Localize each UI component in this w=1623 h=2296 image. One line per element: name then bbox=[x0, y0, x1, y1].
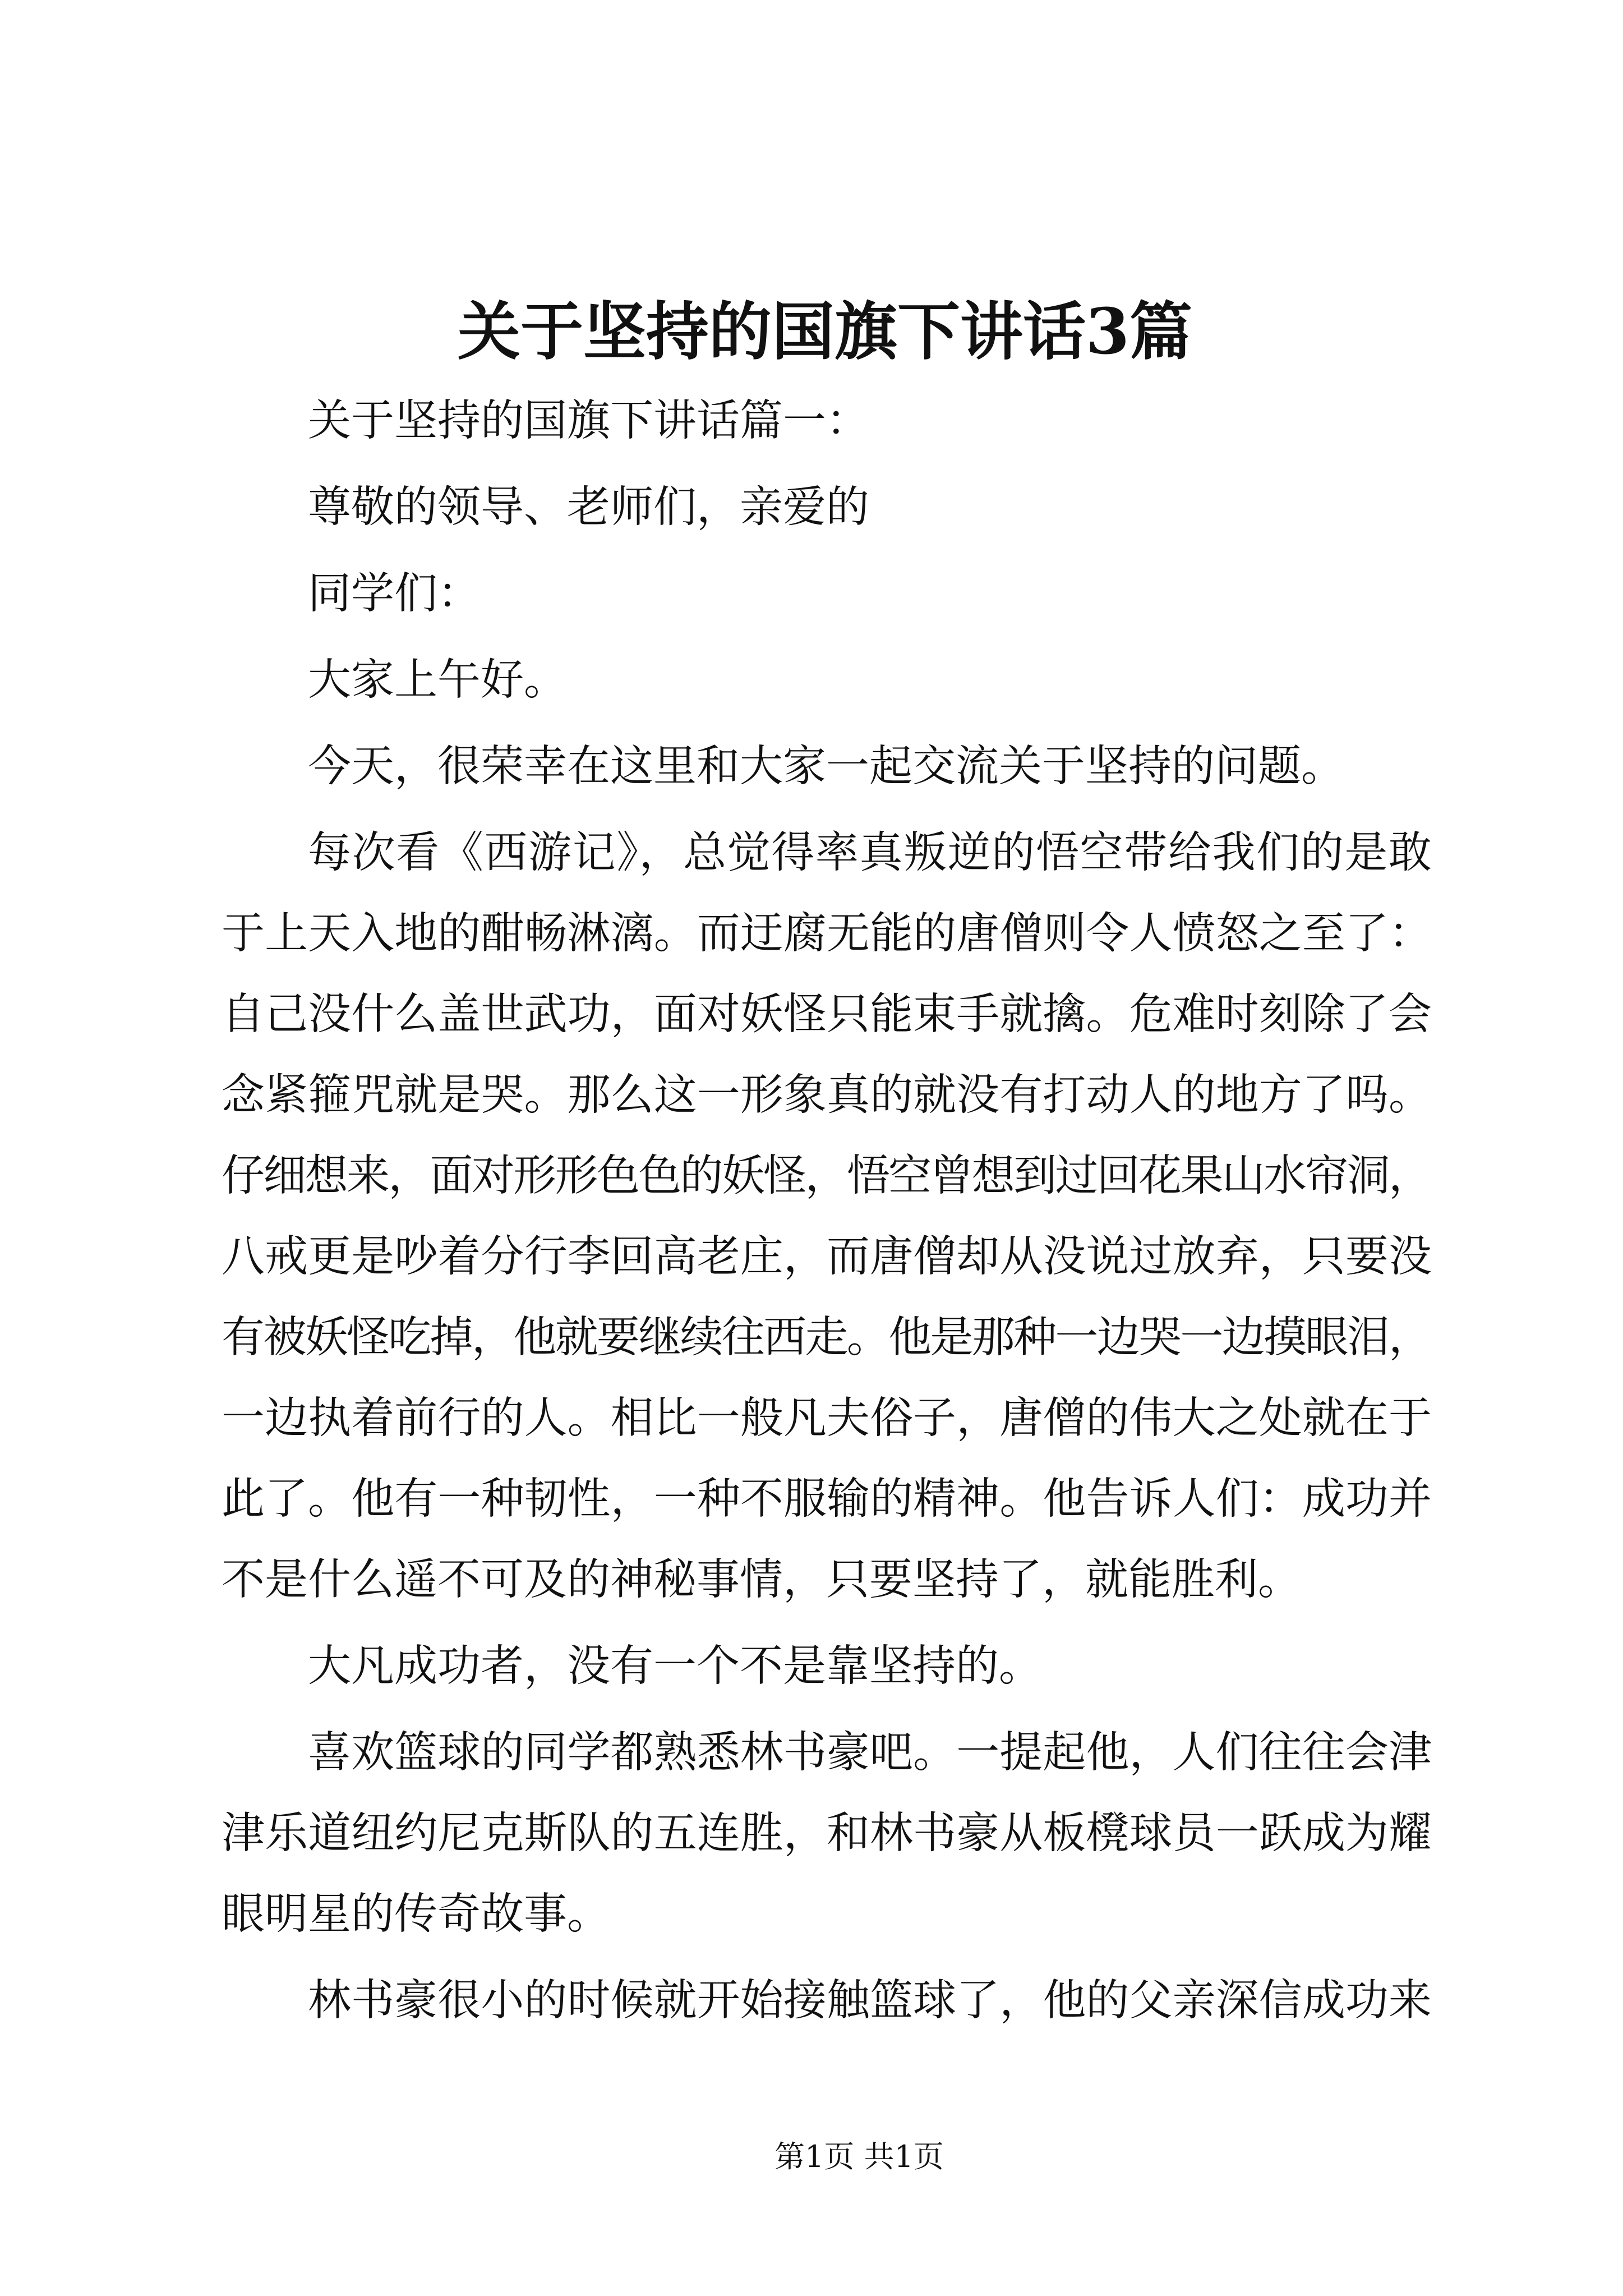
line-text: 眼明星的传奇故事。 bbox=[222, 1889, 610, 1939]
paragraph-line bbox=[222, 1626, 1432, 1707]
line-text: 不是什么遥不可及的神秘事情，只要坚持了，就能胜利。 bbox=[222, 1555, 1301, 1605]
paragraph-line bbox=[222, 974, 1432, 1055]
line-text: 尊敬的领导、老师们，亲爱的 bbox=[308, 482, 869, 532]
line-text: 同学们： bbox=[308, 569, 481, 619]
line-text: 今天，很荣幸在这里和大家一起交流关于坚持的问题。 bbox=[308, 742, 1344, 792]
paragraph bbox=[222, 1626, 1432, 1707]
document-title: 关于坚持的国旗下讲话3篇 bbox=[458, 295, 1192, 369]
paragraph-line bbox=[222, 1217, 1432, 1297]
paragraph bbox=[222, 813, 1432, 1621]
page-footer: 第1页 共1页 bbox=[774, 2139, 944, 2174]
line-text: 林书豪很小的时候就开始接触篮球了，他的父亲深信成功来 bbox=[308, 1976, 1432, 2026]
paragraph bbox=[222, 1961, 1432, 2041]
line-text: 一边执着前行的人。相比一般凡夫俗子，唐僧的伟大之处就在于 bbox=[222, 1393, 1432, 1443]
line-text: 仔细想来，面对形形色色的妖怪，悟空曾想到过回花果山水帘洞， bbox=[222, 1151, 1431, 1201]
line-text: 自己没什么盖世武功，面对妖怪只能束手就擒。危难时刻除了会 bbox=[222, 990, 1432, 1039]
line-text: 大家上午好。 bbox=[308, 655, 567, 705]
paragraph-line bbox=[222, 726, 1432, 807]
line-text: 此了。他有一种韧性，一种不服输的精神。他告诉人们：成功并 bbox=[222, 1474, 1432, 1524]
line-text: 于上天入地的酣畅淋漓。而迂腐无能的唐僧则令人愤怒之至了： bbox=[222, 909, 1432, 959]
line-text: 念紧箍咒就是哭。那么这一形象真的就没有打动人的地方了吗。 bbox=[222, 1070, 1432, 1120]
paragraph-line bbox=[222, 894, 1432, 974]
paragraph-line bbox=[222, 467, 1432, 548]
paragraph-line bbox=[222, 1459, 1432, 1540]
document-body bbox=[222, 381, 1432, 2047]
paragraph-line bbox=[222, 1874, 1432, 1955]
paragraph-line bbox=[222, 1961, 1432, 2041]
paragraph-line bbox=[222, 813, 1432, 894]
paragraph-line bbox=[222, 1297, 1432, 1378]
line-text: 八戒更是吵着分行李回高老庄，而唐僧却从没说过放弃，只要没 bbox=[222, 1232, 1432, 1282]
paragraph-line bbox=[222, 554, 1432, 634]
line-text: 有被妖怪吃掉，他就要继续往西走。他是那种一边哭一边摸眼泪， bbox=[222, 1313, 1431, 1363]
line-text: 津乐道纽约尼克斯队的五连胜，和林书豪从板櫈球员一跃成为耀 bbox=[222, 1809, 1432, 1858]
paragraph bbox=[222, 554, 1432, 634]
paragraph bbox=[222, 1713, 1432, 1955]
paragraph-line bbox=[222, 1136, 1432, 1217]
paragraph bbox=[222, 381, 1432, 462]
paragraph-line bbox=[222, 1378, 1432, 1459]
line-text: 关于坚持的国旗下讲话篇一： bbox=[308, 396, 869, 446]
paragraph-line bbox=[222, 381, 1432, 462]
paragraph bbox=[222, 467, 1432, 548]
paragraph-line bbox=[222, 640, 1432, 721]
paragraph-line bbox=[222, 1540, 1432, 1621]
paragraph bbox=[222, 726, 1432, 807]
line-text: 大凡成功者，没有一个不是靠坚持的。 bbox=[308, 1641, 1042, 1691]
line-text: 每次看《西游记》，总觉得率真叛逆的悟空带给我们的是敢 bbox=[308, 828, 1433, 878]
line-text: 喜欢篮球的同学都熟悉林书豪吧。一提起他，人们往往会津 bbox=[308, 1728, 1432, 1778]
paragraph bbox=[222, 640, 1432, 721]
paragraph-line bbox=[222, 1793, 1432, 1874]
paragraph-line bbox=[222, 1713, 1432, 1793]
paragraph-line bbox=[222, 1055, 1432, 1136]
